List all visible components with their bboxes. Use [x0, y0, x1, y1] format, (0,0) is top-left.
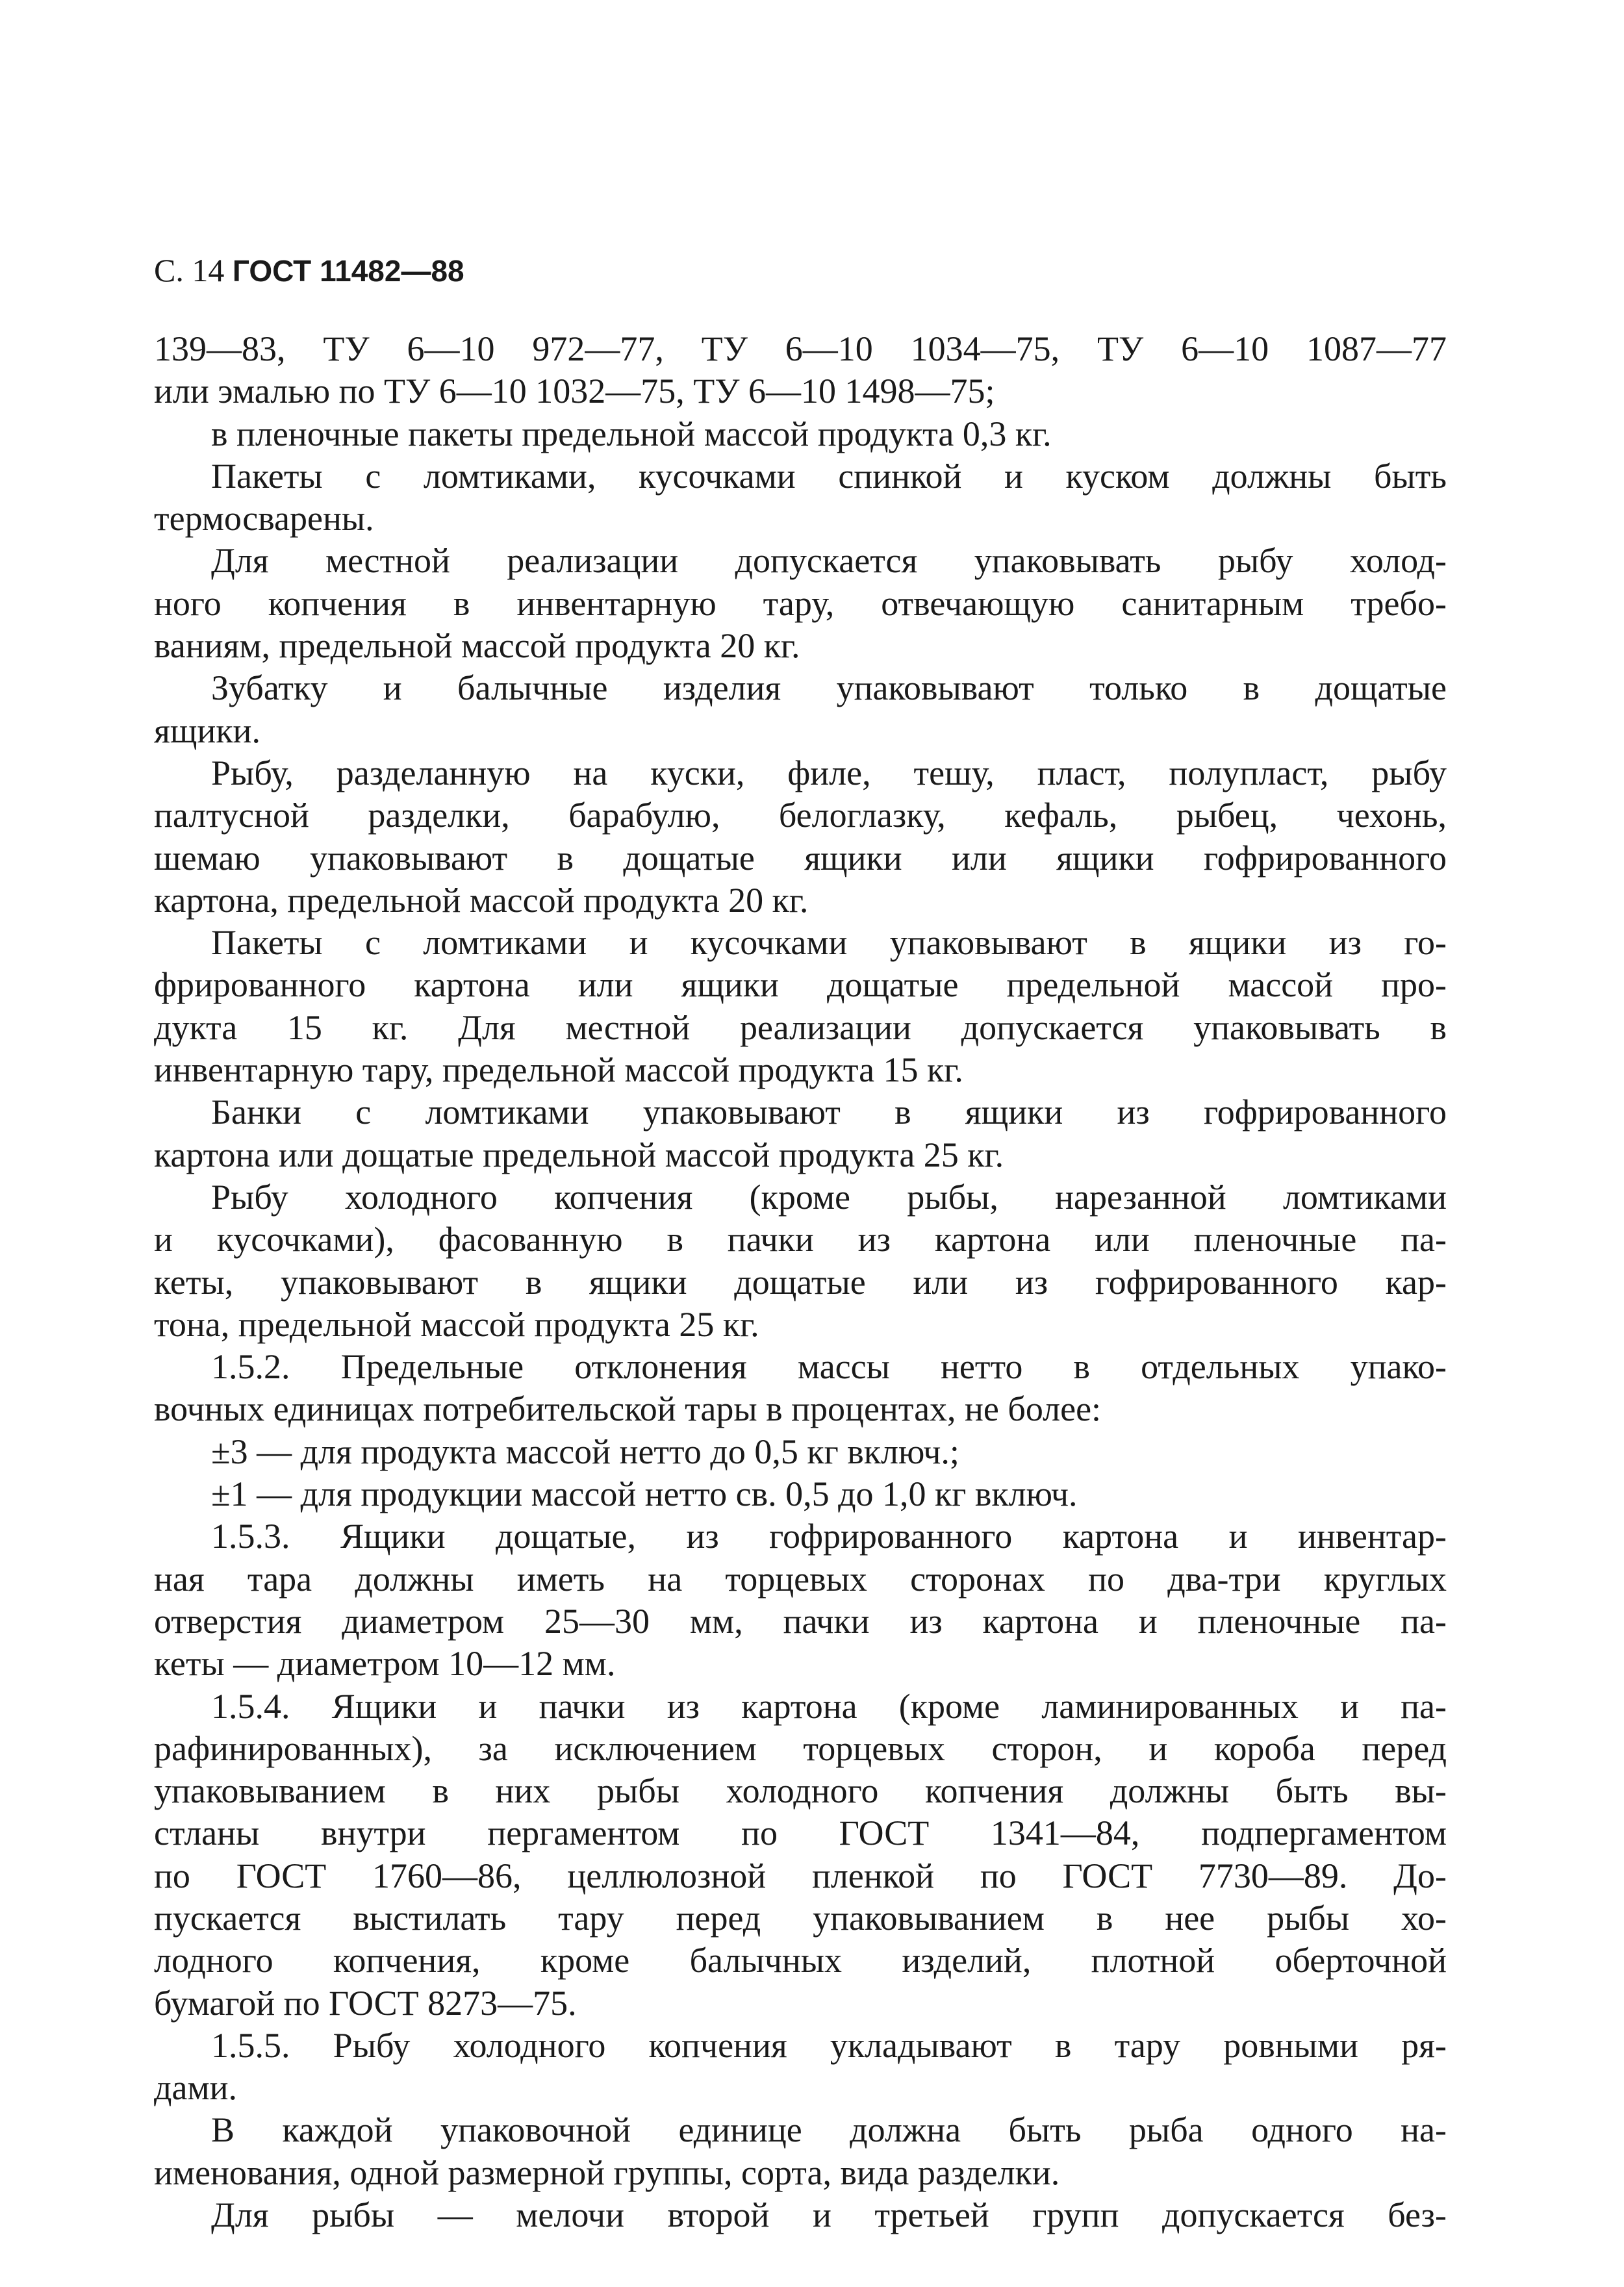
text-line: ящики. — [154, 711, 260, 750]
text-line: кеты, упаковывают в ящики дощатые или из гофрированного кар- — [154, 1262, 1447, 1302]
text-line: рафинированных), за исключением торцевых сторон, и короба перед — [154, 1728, 1447, 1768]
text-line: 1.5.4. Ящики и пачки из картона (кроме ламинированных и па- — [211, 1686, 1447, 1726]
text-line: Зубатку и балычные изделия упаковывают только в дощатые — [211, 668, 1447, 708]
text-line: Рыбу холодного копчения (кроме рыбы, нарезанной ломтиками — [211, 1177, 1447, 1217]
text-line: Для местной реализации допускается упаковывать рыбу холод- — [211, 541, 1447, 581]
text-line: ваниям, предельной массой продукта 20 кг. — [154, 626, 800, 666]
text-line: ±1 — для продукции массой нетто св. 0,5 до 1,0 кг включ. — [211, 1474, 1078, 1514]
text-line: упаковыванием в них рыбы холодного копчения должны быть вы- — [154, 1771, 1447, 1811]
text-line: бумагой по ГОСТ 8273—75. — [154, 1983, 577, 2023]
text-line: фрированного картона или ящики дощатые предельной массой про- — [154, 965, 1447, 1005]
text-line: картона или дощатые предельной массой продукта 25 кг. — [154, 1135, 1004, 1174]
text-line: лодного копчения, кроме балычных изделий, плотной оберточной — [154, 1941, 1447, 1980]
text-line: тона, предельной массой продукта 25 кг. — [154, 1304, 759, 1344]
text-line: Пакеты с ломтиками, кусочками спинкой и куском должны быть — [211, 456, 1447, 496]
page-number: С. 14 — [154, 252, 225, 288]
text-line: именования, одной размерной группы, сорта, вида разделки. — [154, 2153, 1060, 2192]
document-code: ГОСТ 11482—88 — [232, 254, 464, 288]
text-line: шемаю упаковывают в дощатые ящики или ящики гофрированного — [154, 838, 1447, 878]
text-line: дами. — [154, 2068, 238, 2108]
text-line: ±3 — для продукта массой нетто до 0,5 кг включ.; — [211, 1432, 959, 1471]
text-line: Для рыбы — мелочи второй и третьей групп допускается без- — [211, 2195, 1447, 2235]
text-line: инвентарную тару, предельной массой продукта 15 кг. — [154, 1050, 963, 1090]
text-line: 1.5.3. Ящики дощатые, из гофрированного картона и инвентар- — [211, 1517, 1447, 1556]
text-line: и кусочками), фасованную в пачки из картона или пленочные па- — [154, 1220, 1447, 1259]
text-line: дукта 15 кг. Для местной реализации допускается упаковывать в — [154, 1007, 1447, 1047]
text-line: Пакеты с ломтиками и кусочками упаковывают в ящики из го- — [211, 923, 1447, 963]
text-line: 1.5.5. Рыбу холодного копчения укладывают в тару ровными ря- — [211, 2025, 1447, 2065]
text-line: отверстия диаметром 25—30 мм, пачки из картона и пленочные па- — [154, 1601, 1447, 1641]
text-line: в пленочные пакеты предельной массой продукта 0,3 кг. — [211, 414, 1052, 453]
text-line: или эмалью по ТУ 6—10 1032—75, ТУ 6—10 1498—75; — [154, 372, 995, 411]
page-header — [154, 251, 464, 290]
text-line: палтусной разделки, барабулю, белоглазку, кефаль, рыбец, чехонь, — [154, 796, 1447, 835]
text-line: термосварены. — [154, 499, 374, 538]
text-line: ного копчения в инвентарную тару, отвечающую санитарным требо- — [154, 583, 1447, 623]
text-line: 1.5.2. Предельные отклонения массы нетто в отдельных упако- — [211, 1347, 1447, 1387]
text-line: 139—83, ТУ 6—10 972—77, ТУ 6—10 1034—75, ТУ 6—10 1087—77 — [154, 329, 1447, 368]
text-line: кеты — диаметром 10—12 мм. — [154, 1644, 616, 1684]
text-line: Рыбу, разделанную на куски, филе, тешу, пласт, полупласт, рыбу — [211, 753, 1447, 792]
text-line: картона, предельной массой продукта 20 кг. — [154, 880, 809, 920]
text-line: Банки с ломтиками упаковывают в ящики из гофрированного — [211, 1093, 1447, 1132]
text-line: вочных единицах потребительской тары в процентах, не более: — [154, 1389, 1102, 1429]
text-line: стланы внутри пергаментом по ГОСТ 1341—84, подпергаментом — [154, 1813, 1447, 1853]
text-line: В каждой упаковочной единице должна быть рыба одного на- — [211, 2110, 1447, 2150]
text-line: по ГОСТ 1760—86, целлюлозной пленкой по ГОСТ 7730—89. До- — [154, 1856, 1447, 1895]
document-body — [154, 328, 1447, 2236]
text-line: ная тара должны иметь на торцевых сторонах по два-три круглых — [154, 1559, 1447, 1598]
text-line: пускается выстилать тару перед упаковыванием в нее рыбы хо- — [154, 1898, 1447, 1938]
